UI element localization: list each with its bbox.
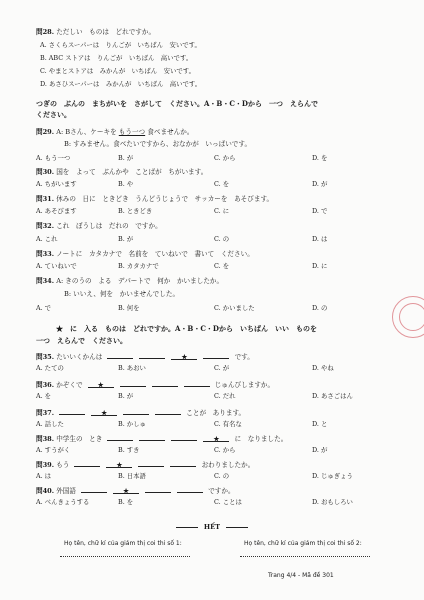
answer-blank <box>59 408 85 415</box>
question-29-line2: B: すみません。食べたいですから、おなかが いっぱいです。 <box>64 140 252 148</box>
option-a: A. 話した <box>36 420 64 428</box>
option-c: C. やまとストアは みかんが いちばん 安いです。 <box>40 67 196 75</box>
question-number: 問32. <box>36 222 55 230</box>
answer-blank <box>107 352 133 359</box>
proctor-1-signature-label: Họ tên, chữ kí của giám thị coi thi số 1: <box>64 540 182 547</box>
option-c: C. だれ <box>214 392 236 400</box>
option-c: C. 有名な <box>214 420 242 428</box>
answer-blank <box>139 434 165 441</box>
option-a: A. ちがいます <box>36 180 77 188</box>
question-text: かぞくで <box>56 381 83 389</box>
option-d: D. あさひスーパーは みかんが いちばん 高いです。 <box>40 80 202 88</box>
option-d: D. に <box>312 262 328 270</box>
question-number: 問38. <box>36 435 55 443</box>
question-number: 問40. <box>36 487 55 495</box>
answer-blank <box>170 460 196 467</box>
page-info: Trang 4/4 - Mã đề 301 <box>268 572 334 579</box>
option-d: D. あさごはん <box>312 392 353 400</box>
option-b: B. が <box>118 154 134 162</box>
question-text: おわりましたか。 <box>201 461 255 469</box>
option-d: D. は <box>312 235 328 243</box>
answer-blank <box>184 380 210 387</box>
answer-blank <box>139 352 165 359</box>
answer-blank <box>107 434 133 441</box>
option-a: A. あそびます <box>36 207 77 215</box>
question-text: 休みの 日に ときどき うんどうじょうで サッカーを あそびます。 <box>56 195 274 203</box>
star-blank <box>171 353 197 360</box>
option-b: B. 日本語 <box>118 472 146 480</box>
question-40 <box>36 486 235 495</box>
option-d: D. やね <box>312 364 334 372</box>
question-text: じゅんびしますか。 <box>214 381 275 389</box>
option-b: B. が <box>118 235 134 243</box>
divider-right <box>226 527 248 528</box>
answer-blank <box>81 486 107 493</box>
option-b: B. が <box>118 392 134 400</box>
question-35 <box>36 352 254 361</box>
question-stem: ただしい ものは どれですか。 <box>56 28 156 36</box>
option-c: C. かいました <box>214 304 255 312</box>
star-icon: ★ <box>97 381 104 389</box>
question-34 <box>36 277 223 285</box>
question-39 <box>36 460 254 469</box>
option-c: C. が <box>214 364 230 372</box>
section2-instruction-cont: ください。 <box>36 110 71 119</box>
option-d: D. と <box>312 420 328 428</box>
question-34-line2: B: いいえ、何を かいませんでした。 <box>64 290 180 298</box>
question-number: 問33. <box>36 250 55 258</box>
section3-instruction: ★ に 入る ものは どれですか。A・B・C・Dから いちばん いい ものを <box>56 324 317 333</box>
answer-blank <box>145 486 171 493</box>
answer-blank <box>123 408 149 415</box>
question-31 <box>36 195 273 203</box>
question-text: これ ぼうしは だれの ですか。 <box>56 222 162 230</box>
question-text: たいいくかんは <box>56 353 103 361</box>
option-d: D. が <box>312 446 328 454</box>
star-blank <box>113 487 139 494</box>
question-text: ことが あります。 <box>186 409 246 417</box>
option-a: A. たての <box>36 364 64 372</box>
question-number: 問29. <box>36 128 55 136</box>
question-text: 中学生の とき <box>56 435 103 443</box>
option-a: A. べんきょうする <box>36 498 90 506</box>
question-number: 問36. <box>36 381 55 389</box>
question-number: 問30. <box>36 168 55 176</box>
option-c: C. の <box>214 235 230 243</box>
option-b: B. 何を <box>118 304 140 312</box>
star-blank <box>91 409 117 416</box>
question-37 <box>36 408 245 417</box>
option-c: C. ことは <box>214 498 242 506</box>
question-text: に なりました。 <box>234 435 288 443</box>
question-number: 問35. <box>36 353 55 361</box>
option-a: A. すうがく <box>36 446 71 454</box>
option-a: A. を <box>36 392 52 400</box>
option-c: C. に <box>214 207 230 215</box>
answer-blank <box>171 434 197 441</box>
section2-instruction: つぎの ぶんの まちがいを さがして ください。A・B・C・Dから 一つ えらんで <box>36 99 318 108</box>
star-icon: ★ <box>181 353 188 361</box>
signature-line-2 <box>240 556 370 557</box>
option-d: D. おもしろい <box>312 498 353 506</box>
option-b: B. や <box>118 180 134 188</box>
answer-blank <box>155 408 181 415</box>
question-text: ですか。 <box>208 487 235 495</box>
option-d: D. じゅぎょう <box>312 472 353 480</box>
option-d: D. が <box>312 180 328 188</box>
option-b: B. ABC ストアは りんごが いちばん 高いです。 <box>40 54 193 62</box>
question-text: 国を よって ぶんかや ことばが ちがいます。 <box>56 168 208 176</box>
option-b: B. すき <box>118 446 140 454</box>
question-text: A: きのうの よる デパートで 何か かいましたか。 <box>56 277 224 285</box>
star-icon: ★ <box>123 487 130 495</box>
option-b: B. あおい <box>118 364 146 372</box>
option-c: C. を <box>214 262 230 270</box>
question-number: 問39. <box>36 461 55 469</box>
star-blank <box>203 435 229 442</box>
question-text: A: Bさん、ケーキを <box>56 128 117 136</box>
option-d: D. を <box>312 154 328 162</box>
question-text: もう <box>56 461 70 469</box>
option-d: D. で <box>312 207 328 215</box>
proctor-2-signature-label: Họ tên, chữ kí của giám thị coi thi số 2: <box>244 540 362 547</box>
option-c: C. から <box>214 154 236 162</box>
option-b: B. ときどき <box>118 207 153 215</box>
option-a: A. ていねいで <box>36 262 77 270</box>
option-b: B. を <box>118 498 134 506</box>
question-29 <box>36 128 193 136</box>
option-b: B. かしゅ <box>118 420 146 428</box>
question-28 <box>36 28 155 36</box>
question-text: 外国語 <box>56 487 76 495</box>
option-a: A. で <box>36 304 52 312</box>
underlined-text: もう一つ <box>118 128 146 136</box>
option-d: D. の <box>312 304 328 312</box>
answer-blank <box>74 460 100 467</box>
question-32 <box>36 222 162 230</box>
option-a: A. もう一つ <box>36 154 71 162</box>
section3-instruction-cont: 一つ えらんで ください。 <box>36 336 127 345</box>
star-icon: ★ <box>213 435 220 443</box>
star-blank <box>106 461 132 468</box>
question-text: ノートに カタカナで 名前を ていねいで 書いて ください。 <box>56 250 254 258</box>
answer-blank <box>152 380 178 387</box>
stamp-seal-icon <box>392 296 424 338</box>
star-icon: ★ <box>116 461 123 469</box>
question-36 <box>36 380 274 389</box>
answer-blank <box>120 380 146 387</box>
star-blank <box>88 381 114 388</box>
option-a: A. さくらスーパーは りんごが いちばん 安いです。 <box>40 41 201 49</box>
option-a: A. これ <box>36 235 58 243</box>
signature-line-1 <box>60 556 190 557</box>
question-33 <box>36 250 254 258</box>
option-a: A. は <box>36 472 52 480</box>
question-number: 問31. <box>36 195 55 203</box>
option-c: C. から <box>214 446 236 454</box>
star-icon: ★ <box>101 409 108 417</box>
answer-blank <box>138 460 164 467</box>
option-b: B. カタカナで <box>118 262 159 270</box>
option-c: C. の <box>214 472 230 480</box>
question-number: 問37. <box>36 409 55 417</box>
question-text: です。 <box>234 353 254 361</box>
question-number: 問34. <box>36 277 55 285</box>
answer-blank <box>177 486 203 493</box>
end-label: HẾT <box>203 523 221 531</box>
question-38 <box>36 434 287 443</box>
answer-blank <box>203 352 229 359</box>
question-text: 食べませんか。 <box>147 128 194 136</box>
question-30 <box>36 168 207 176</box>
question-number: 問28. <box>36 28 55 36</box>
option-c: C. を <box>214 180 230 188</box>
